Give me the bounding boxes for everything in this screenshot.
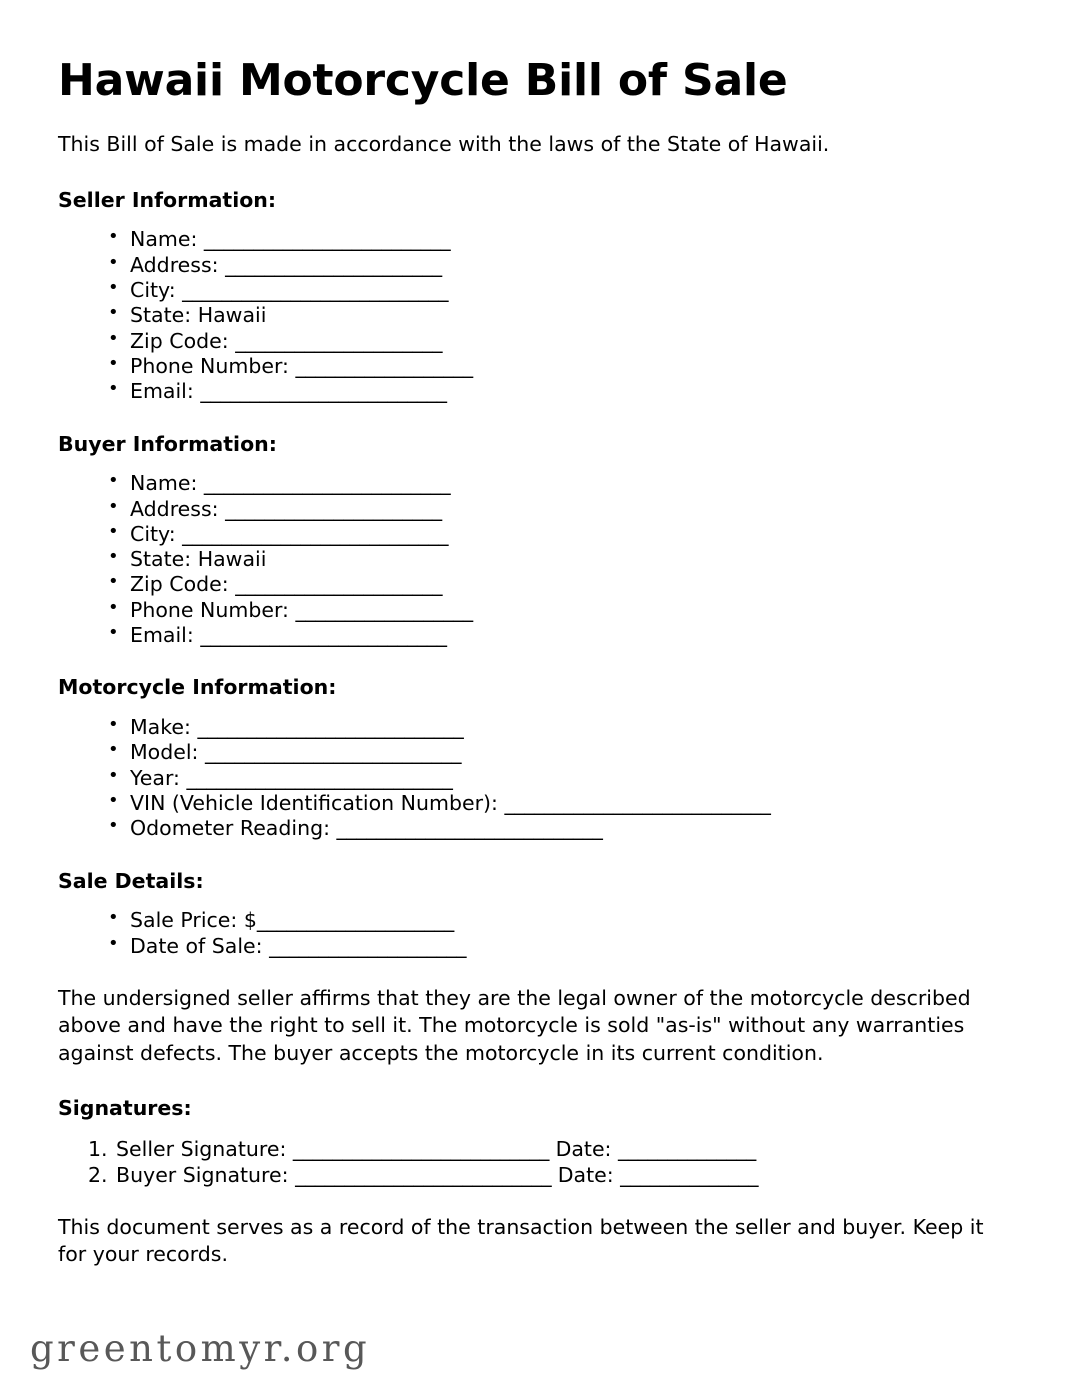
field-seller-city xyxy=(108,278,1018,303)
field-date-of-sale xyxy=(108,934,1018,959)
signature-blank[interactable]: __________________________ xyxy=(292,1136,550,1161)
field-motorcycle-model xyxy=(108,740,1018,765)
field-label: Zip Code: xyxy=(130,328,229,353)
field-blank[interactable]: ______________________ xyxy=(225,252,442,277)
field-label: Phone Number: xyxy=(130,353,289,378)
field-seller-address xyxy=(108,253,1018,278)
field-buyer-city xyxy=(108,522,1018,547)
signature-label: Buyer Signature: xyxy=(116,1162,289,1187)
field-buyer-name xyxy=(108,471,1018,496)
field-label: Date of Sale: xyxy=(130,933,263,958)
field-buyer-address xyxy=(108,497,1018,522)
field-label: Sale Price: $ xyxy=(130,908,257,933)
field-motorcycle-year xyxy=(108,766,1018,791)
field-buyer-phone xyxy=(108,598,1018,623)
signature-row-seller xyxy=(88,1136,1018,1162)
affirmation-paragraph: The undersigned seller affirms that they are the legal owner of the motorcycle described above and have the right to sell it. The motorcycle is sold "as-is" without any warranties against defects. The buyer accepts the motorcycle in its current condition. xyxy=(58,985,971,1065)
field-sale-price xyxy=(108,908,1018,933)
field-label: Odometer Reading: xyxy=(130,816,330,841)
buyer-field-list xyxy=(58,471,1018,648)
field-label: Address: xyxy=(130,252,219,277)
section-heading-signatures: Signatures: xyxy=(58,1096,192,1121)
field-blank[interactable]: ___________________________ xyxy=(197,715,464,740)
signature-blank[interactable]: __________________________ xyxy=(295,1162,552,1187)
page-title: Hawaii Motorcycle Bill of Sale xyxy=(58,55,788,106)
section-heading-buyer: Buyer Information: xyxy=(58,431,277,456)
field-seller-email xyxy=(108,379,1018,404)
field-blank[interactable]: ___________________________ xyxy=(182,278,449,302)
field-motorcycle-make xyxy=(108,715,1018,740)
field-buyer-zip xyxy=(108,572,1018,597)
field-label: State: xyxy=(130,303,192,328)
seller-field-list xyxy=(58,227,1018,404)
field-seller-zip xyxy=(108,329,1018,354)
motorcycle-field-list xyxy=(58,715,1018,842)
field-label: State: xyxy=(130,547,192,572)
field-blank[interactable]: _________________________ xyxy=(200,623,447,648)
signature-list xyxy=(58,1136,1018,1188)
field-blank[interactable]: __________________________ xyxy=(205,740,462,765)
date-blank[interactable]: ______________ xyxy=(618,1136,756,1161)
section-heading-sale-details: Sale Details: xyxy=(58,868,204,893)
field-label: Address: xyxy=(130,496,219,521)
date-blank[interactable]: ______________ xyxy=(620,1162,759,1187)
field-label: Make: xyxy=(130,715,191,740)
site-watermark: greentomyr.org xyxy=(30,1327,371,1370)
field-blank[interactable]: ____________________ xyxy=(256,908,454,933)
field-value: Hawaii xyxy=(197,303,267,328)
field-label: Year: xyxy=(130,765,180,790)
field-label: Email: xyxy=(130,379,194,404)
field-label: Name: xyxy=(130,227,198,252)
field-blank[interactable]: ______________________ xyxy=(225,496,442,521)
field-blank[interactable]: _________________________ xyxy=(200,379,447,404)
field-blank[interactable]: ___________________________ xyxy=(336,816,603,841)
field-seller-state xyxy=(108,303,1018,328)
closing-paragraph: This document serves as a record of the transaction between the seller and buyer. Keep it for your records. xyxy=(58,1214,984,1267)
field-blank[interactable]: _____________________ xyxy=(235,572,443,597)
field-blank[interactable]: ___________________________ xyxy=(186,765,453,790)
date-label: Date: xyxy=(557,1162,614,1187)
field-motorcycle-vin xyxy=(108,791,1018,816)
field-label: Phone Number: xyxy=(130,597,289,622)
field-value: Hawaii xyxy=(197,547,267,572)
signature-label: Seller Signature: xyxy=(116,1136,287,1161)
field-label: VIN (Vehicle Identification Number): xyxy=(130,790,498,815)
field-blank[interactable]: ___________________________ xyxy=(504,790,771,815)
field-label: Name: xyxy=(130,471,198,496)
section-heading-motorcycle: Motorcycle Information: xyxy=(58,675,337,700)
field-label: City: xyxy=(130,278,176,302)
field-blank[interactable]: _________________________ xyxy=(203,227,451,252)
date-label: Date: xyxy=(555,1136,612,1161)
field-blank[interactable]: ____________________ xyxy=(269,933,467,958)
document-body xyxy=(58,56,1018,1297)
intro-paragraph: This Bill of Sale is made in accordance with the laws of the State of Hawaii. xyxy=(58,132,830,157)
section-heading-seller: Seller Information: xyxy=(58,187,277,212)
field-blank[interactable]: ___________________________ xyxy=(182,521,449,546)
field-buyer-state xyxy=(108,547,1018,572)
sale-details-field-list xyxy=(58,908,1018,959)
field-label: Zip Code: xyxy=(130,572,229,597)
field-seller-phone xyxy=(108,354,1018,379)
field-blank[interactable]: _____________________ xyxy=(235,328,443,353)
field-seller-name xyxy=(108,227,1018,252)
signature-row-buyer xyxy=(88,1162,1018,1188)
field-motorcycle-odometer xyxy=(108,816,1018,841)
field-label: Model: xyxy=(130,740,199,765)
field-blank[interactable]: _________________________ xyxy=(203,471,451,496)
field-label: Email: xyxy=(130,623,194,648)
field-buyer-email xyxy=(108,623,1018,648)
field-label: City: xyxy=(130,521,176,546)
field-blank[interactable]: __________________ xyxy=(295,353,473,378)
field-blank[interactable]: __________________ xyxy=(295,597,473,622)
